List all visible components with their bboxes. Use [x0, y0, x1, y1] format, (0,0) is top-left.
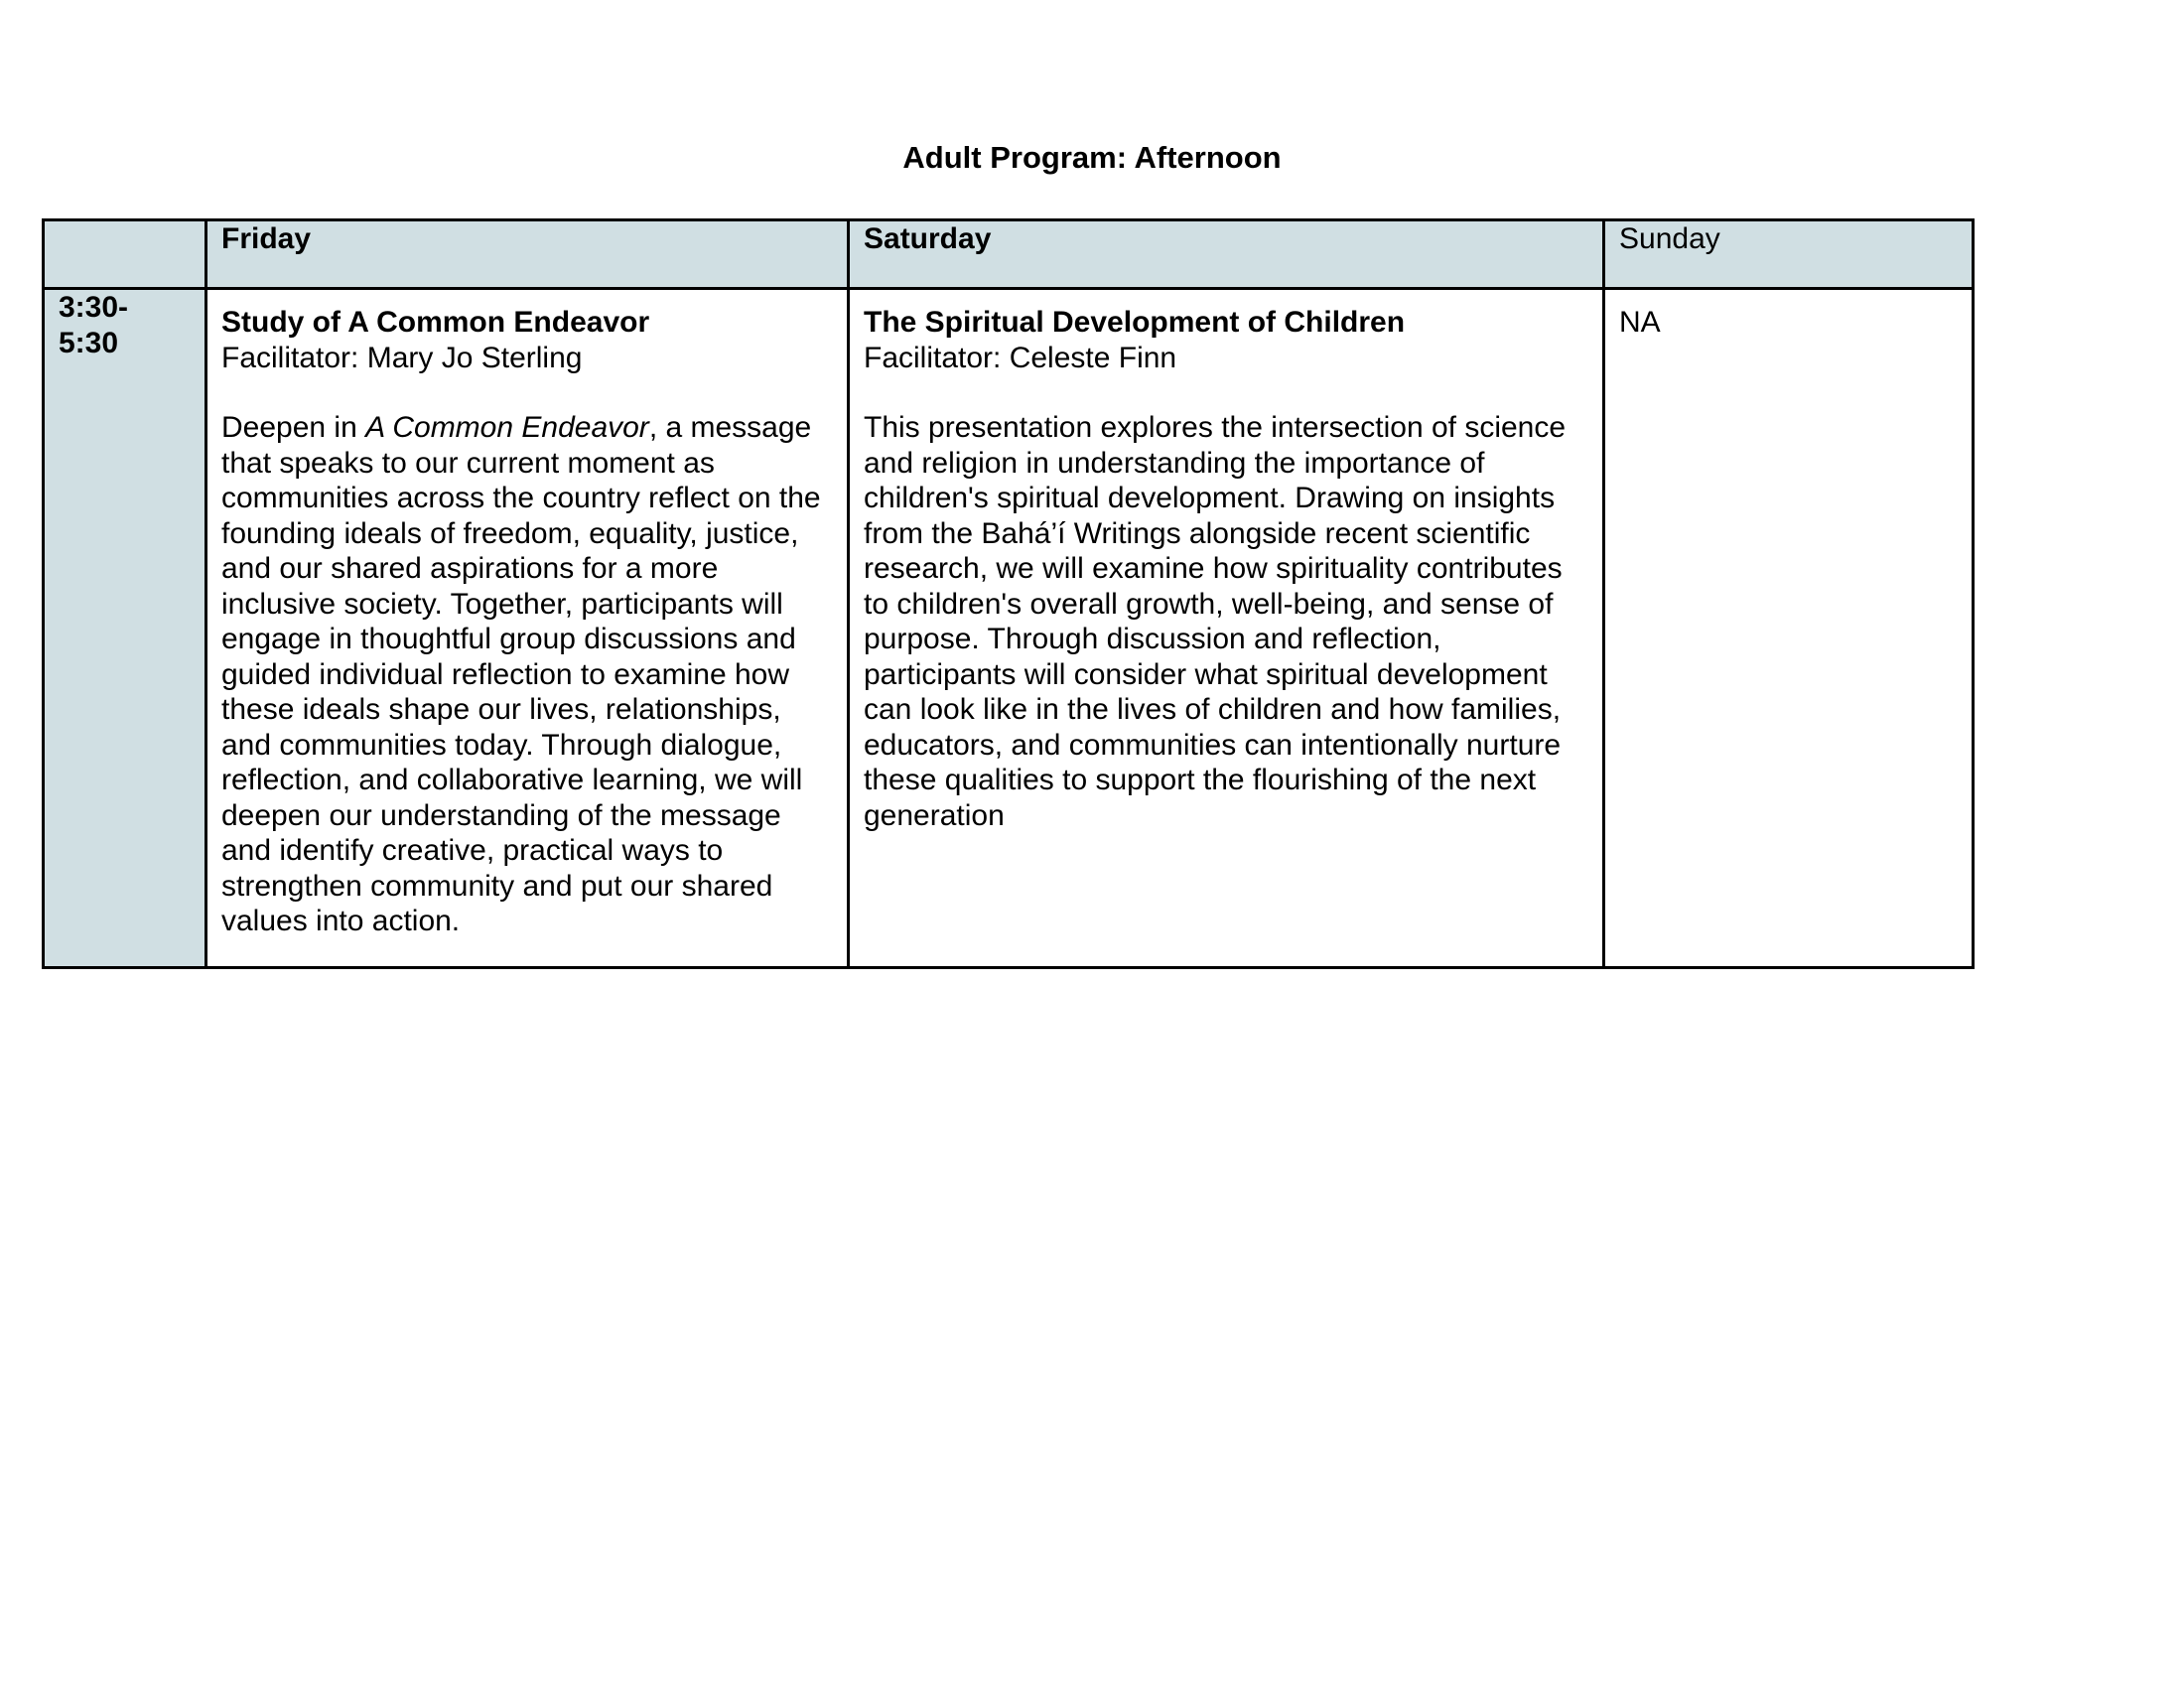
friday-description-rest: , a message that speaks to our current moment as communities across the country reflect on the founding ideals of freedom, equality, justice, and our shared aspirations for a more inclusive society. Together, participants will engage in thoughtful group discussions and guided individual reflection to examine how these ideals shape our lives, relationships, and communities today. Through dialogue, reflection, and collaborative learning, we will deepen our understanding of the message and identify creative, practical ways to strengthen community and put our shared values into action. — [221, 411, 821, 937]
time-slot-end: 5:30 — [59, 326, 119, 359]
friday-session-title: Study of A Common Endeavor — [221, 306, 650, 339]
sunday-session-text: NA — [1619, 306, 1661, 339]
saturday-facilitator: Facilitator: Celeste Finn — [864, 341, 1177, 374]
header-saturday: Saturday — [849, 220, 1604, 289]
saturday-session-title: The Spiritual Development of Children — [864, 306, 1406, 339]
friday-session-cell — [206, 289, 849, 968]
header-friday: Friday — [206, 220, 849, 289]
table-row — [44, 289, 1974, 968]
header-time-cell — [44, 220, 206, 289]
time-slot-start: 3:30- — [59, 291, 129, 324]
friday-description — [221, 410, 833, 939]
friday-description-italic: A Common Endeavor — [365, 411, 649, 444]
header-sunday: Sunday — [1604, 220, 1974, 289]
friday-facilitator: Facilitator: Mary Jo Sterling — [221, 341, 583, 374]
saturday-description: This presentation explores the intersection of science and religion in understanding the importance of children's spiritual development. Drawing on insights from the Bahá’í Writings alongside recent scientific research, we will examine how spirituality contributes to children's overall growth, well-being, and sense of purpose. Through discussion and reflection, participants will consider what spiritual development can look like in the lives of children and how families, educators, and communities can intentionally nurture these qualities to support the flourishing of the next generation — [864, 411, 1567, 832]
sunday-session-cell — [1604, 289, 1974, 968]
saturday-session-cell — [849, 289, 1604, 968]
page-title: Adult Program: Afternoon — [902, 140, 1282, 175]
table-header-row — [44, 220, 1974, 289]
friday-description-prefix: Deepen in — [221, 411, 366, 444]
schedule-table — [42, 218, 1975, 969]
time-slot-cell — [44, 289, 206, 968]
